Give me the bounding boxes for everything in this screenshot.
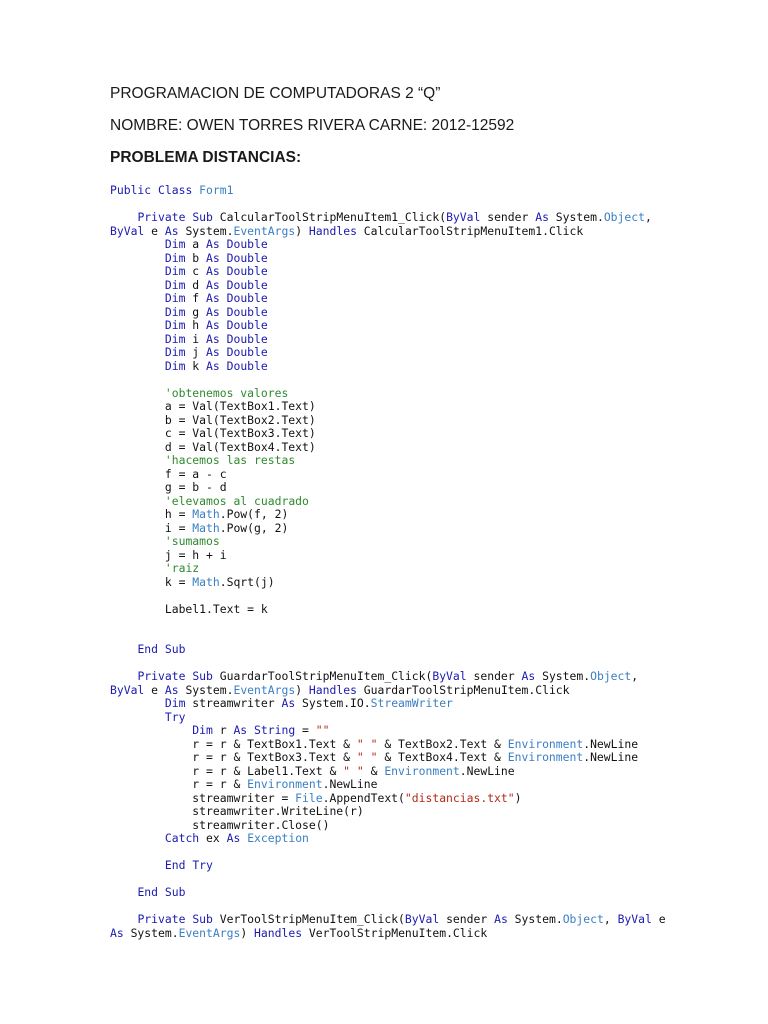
code-token: As [206,250,220,265]
code-line [110,900,750,914]
code-token [220,264,227,278]
code-line [110,670,750,684]
code-token: Environment [247,777,323,791]
code-token [110,710,165,724]
code-token: Sub [164,885,186,899]
code-token: .Pow(f, 2) [219,507,289,521]
code-token: , [631,669,639,683]
code-line [110,535,750,549]
code-token: 'elevamos al cuadrado [164,493,309,508]
code-token: r = r & TextBox1.Text & [110,736,357,751]
code-token: j = h + i [110,547,227,562]
code-token [220,278,227,292]
code-token: Sub [192,210,213,224]
code-token: sender [466,669,522,683]
code-token: i = [110,520,193,535]
code-line [110,738,750,752]
code-token [220,251,227,265]
code-token: Double [226,304,268,319]
code-token: f = a - c [110,466,227,481]
code-line [110,481,750,495]
code-token: Environment [384,763,460,778]
code-token: = [295,723,316,737]
code-line [110,859,750,873]
code-token: sender [480,210,536,224]
code-token: Catch [164,831,200,845]
code-line [110,454,750,468]
code-token: As [164,682,179,697]
code-line [110,643,750,657]
code-line [110,697,750,711]
code-token: Double [226,358,268,373]
code-token: a [185,237,207,251]
code-token: .Pow(g, 2) [219,520,289,535]
code-token: r = r & TextBox3.Text & [110,750,357,764]
code-token: Handles [254,925,303,940]
code-line [110,184,750,198]
code-token: e [144,223,165,238]
code-token: Object [562,912,604,926]
code-token: Double [226,264,268,278]
code-token: Dim [164,331,186,346]
code-token: Math [192,507,220,521]
code-token: Sub [192,669,213,683]
code-token: d = Val(TextBox4.Text) [110,439,316,454]
code-token: .NewLine [583,750,639,764]
code-token: Dim [164,277,186,292]
code-token: Dim [164,291,186,305]
code-token: Dim [164,358,186,373]
code-line [110,792,750,806]
code-token: System. [178,223,234,238]
code-token: g = b - d [110,480,227,494]
code-token: EventArgs [178,925,241,940]
code-token [110,723,192,737]
code-token [110,359,165,373]
code-token: As [110,925,124,940]
code-token [110,534,165,548]
code-token: Environment [507,736,584,751]
code-line [110,832,750,846]
code-line [110,360,750,374]
code-token: b = Val(TextBox2.Text) [110,412,316,427]
code-token: ByVal [110,682,145,697]
code-token: System. [507,912,563,926]
code-token: .AppendText( [322,790,405,805]
code-token: Math [192,520,220,535]
code-token: EventArgs [233,682,296,697]
code-token: k = [110,574,193,589]
code-token: Object [590,669,632,683]
code-token: 'obtenemos valores [164,385,289,400]
code-token: Try [164,709,186,724]
code-token: Private [137,912,186,926]
code-line [110,319,750,333]
code-token: Double [226,331,268,346]
code-token: c [185,264,207,278]
code-line [110,333,750,347]
code-token: ) [514,790,522,805]
code-token [110,494,165,508]
code-line [110,306,750,320]
code-token: r = r & [110,777,248,791]
code-token: String [254,723,296,737]
code-token: .NewLine [583,736,639,751]
code-token [110,642,137,656]
code-line [110,778,750,792]
code-token [220,359,227,373]
code-token: r [212,723,234,737]
code-token: h = [110,507,193,521]
code-token: System. [548,210,604,224]
code-token: ByVal [110,223,145,238]
problem-title: PROBLEMA DISTANCIAS: [110,149,302,166]
code-token [220,237,227,251]
code-line [110,427,750,441]
document-page [110,84,750,940]
code-token [110,386,165,400]
code-token: CalcularToolStripMenuItem1_Click( [212,210,447,224]
code-token: Dim [164,304,186,319]
code-token: streamwriter [185,696,282,710]
code-token [110,345,165,359]
code-token [158,642,165,656]
code-token: c = Val(TextBox3.Text) [110,426,316,440]
code-token: ex [199,831,227,845]
code-token [110,696,165,710]
code-line [110,603,750,617]
code-token: Double [226,345,268,359]
code-token: VerToolStripMenuItem_Click( [212,912,405,926]
code-line [110,576,750,590]
code-token: Dim [192,723,213,737]
code-token: streamwriter.WriteLine(r) [110,804,364,818]
code-token: As [206,264,220,278]
code-token: Dim [164,345,186,359]
code-token: 'raiz [164,561,200,575]
code-token: As [206,277,220,292]
code-token: ByVal [446,210,481,224]
code-line [110,927,750,941]
code-token: System.IO. [295,696,371,710]
code-line [110,846,750,860]
code-token [110,858,165,872]
code-token: Try [192,858,213,872]
code-token: " " [356,736,378,751]
code-line [110,522,750,536]
code-token: ByVal [404,912,440,926]
code-line [110,238,750,252]
code-line [110,805,750,819]
code-token: e [144,682,165,697]
code-token: As [206,237,220,251]
code-token [110,318,165,332]
code-token: GuardarToolStripMenuItem.Click [356,682,570,697]
code-line [110,495,750,509]
code-token: As [206,331,220,346]
code-line [110,562,750,576]
code-token: i [185,331,207,346]
code-token: Double [226,237,268,251]
code-token: .NewLine [322,777,378,791]
code-token [110,453,165,467]
code-token: ) [240,925,255,940]
code-token: f [185,291,207,305]
code-line [110,765,750,779]
code-token: ByVal [617,912,652,926]
code-token: .Sqrt(j) [219,574,275,589]
code-token: As [206,358,220,373]
code-line [110,400,750,414]
code-token: r = r & Label1.Text & [110,763,344,778]
code-token: Dim [164,696,186,710]
code-token: StreamWriter [370,696,453,710]
code-token: Dim [164,318,186,332]
code-token: As [233,723,248,737]
code-token: g [185,304,207,319]
code-token [110,669,137,683]
code-line [110,657,750,671]
code-token [220,332,227,346]
code-line [110,913,750,927]
code-token: Double [226,291,268,305]
code-token: ) [295,682,309,697]
code-line [110,279,750,293]
code-line [110,265,750,279]
code-token: Object [603,210,645,224]
code-token: Environment [507,750,584,764]
code-token: b [185,250,207,265]
code-token: , [603,912,618,926]
code-line [110,684,750,698]
code-token: & [363,763,385,778]
code-token: k [185,358,207,373]
code-token: As [535,210,549,224]
code-token [220,305,227,319]
code-token: Handles [308,223,357,238]
code-token: System. [535,669,591,683]
code-token: j [185,345,207,359]
code-line [110,724,750,738]
code-line [110,198,750,212]
code-token [151,183,158,197]
code-line [110,711,750,725]
code-line [110,630,750,644]
code-token: 'hacemos las restas [164,453,296,467]
code-line [110,819,750,833]
code-token: VerToolStripMenuItem.Click [302,925,488,940]
code-line [110,414,750,428]
code-line [110,252,750,266]
code-token: a = Val(TextBox1.Text) [110,399,316,413]
code-token: As [206,345,220,359]
code-line [110,373,750,387]
code-token: As [226,831,241,845]
code-token [110,278,165,292]
code-token: .NewLine [459,763,515,778]
code-token [110,251,165,265]
code-token: e [651,912,666,926]
code-token [110,912,137,926]
code-token [110,237,165,251]
code-token: CalcularToolStripMenuItem1.Click [356,223,584,238]
code-token: Private [137,669,186,683]
code-token [110,332,165,346]
code-line [110,468,750,482]
code-token: System. [178,682,234,697]
code-token: Exception [247,831,309,845]
code-token [110,561,165,575]
code-token: , [644,210,652,224]
code-token: As [281,696,296,710]
code-token: Private [137,210,186,224]
code-line [110,387,750,401]
code-token: sender [439,912,495,926]
code-token: " " [356,750,378,764]
code-line [110,508,750,522]
code-token: streamwriter = [110,790,296,805]
code-token: Sub [164,642,186,656]
code-token [220,345,227,359]
code-line [110,549,750,563]
code-token [110,210,137,224]
code-token: As [206,304,220,319]
code-token: h [185,318,207,332]
code-token [110,831,165,845]
code-token: Sub [192,912,213,926]
code-token: As [206,318,220,332]
code-token: End [137,642,159,656]
code-line [110,873,750,887]
code-token: Class [158,183,193,197]
code-token: Dim [164,264,186,278]
code-token: Dim [164,250,186,265]
code-line [110,886,750,900]
code-token: d [185,277,207,292]
code-token [247,723,254,737]
code-token: 'sumamos [164,534,220,548]
code-line [110,346,750,360]
code-line [110,751,750,765]
code-token: File [295,790,323,805]
code-line [110,225,750,239]
code-token [110,885,137,899]
code-token: As [494,912,508,926]
code-token [110,264,165,278]
code-token: Label1.Text = k [110,601,268,616]
code-token: EventArgs [233,223,296,238]
code-token: Math [192,574,220,589]
code-token [158,885,165,899]
code-token: GuardarToolStripMenuItem_Click( [212,669,433,683]
code-token: Handles [308,682,357,697]
code-token: streamwriter.Close() [110,817,330,832]
code-line [110,441,750,455]
code-token: Double [226,250,268,265]
code-token: ) [295,223,309,238]
code-token: "distancias.txt" [404,790,515,805]
code-token: As [521,669,536,683]
course-heading: PROGRAMACION DE COMPUTADORAS 2 “Q” [110,85,441,102]
code-token: & TextBox2.Text & [377,736,508,751]
code-token: Double [226,318,268,332]
code-token: " " [343,763,364,778]
code-token [110,305,165,319]
code-token [110,291,165,305]
code-token: End [164,858,186,872]
student-name-line: NOMBRE: OWEN TORRES RIVERA CARNE: 2012-12592 [110,117,515,134]
code-listing [110,184,750,940]
code-token: System. [123,925,179,940]
code-token: End [137,885,159,899]
code-line [110,589,750,603]
code-token: "" [315,723,330,737]
code-token [220,291,227,305]
code-line [110,292,750,306]
code-token: As [206,291,220,305]
code-token: As [164,223,179,238]
code-token: & TextBox4.Text & [377,750,508,764]
code-token: ByVal [432,669,467,683]
code-token: Form1 [199,183,234,197]
code-token [220,318,227,332]
code-token: Public [110,183,152,197]
code-token: Double [226,277,268,292]
code-line [110,211,750,225]
code-line [110,616,750,630]
code-token: Dim [164,237,186,251]
